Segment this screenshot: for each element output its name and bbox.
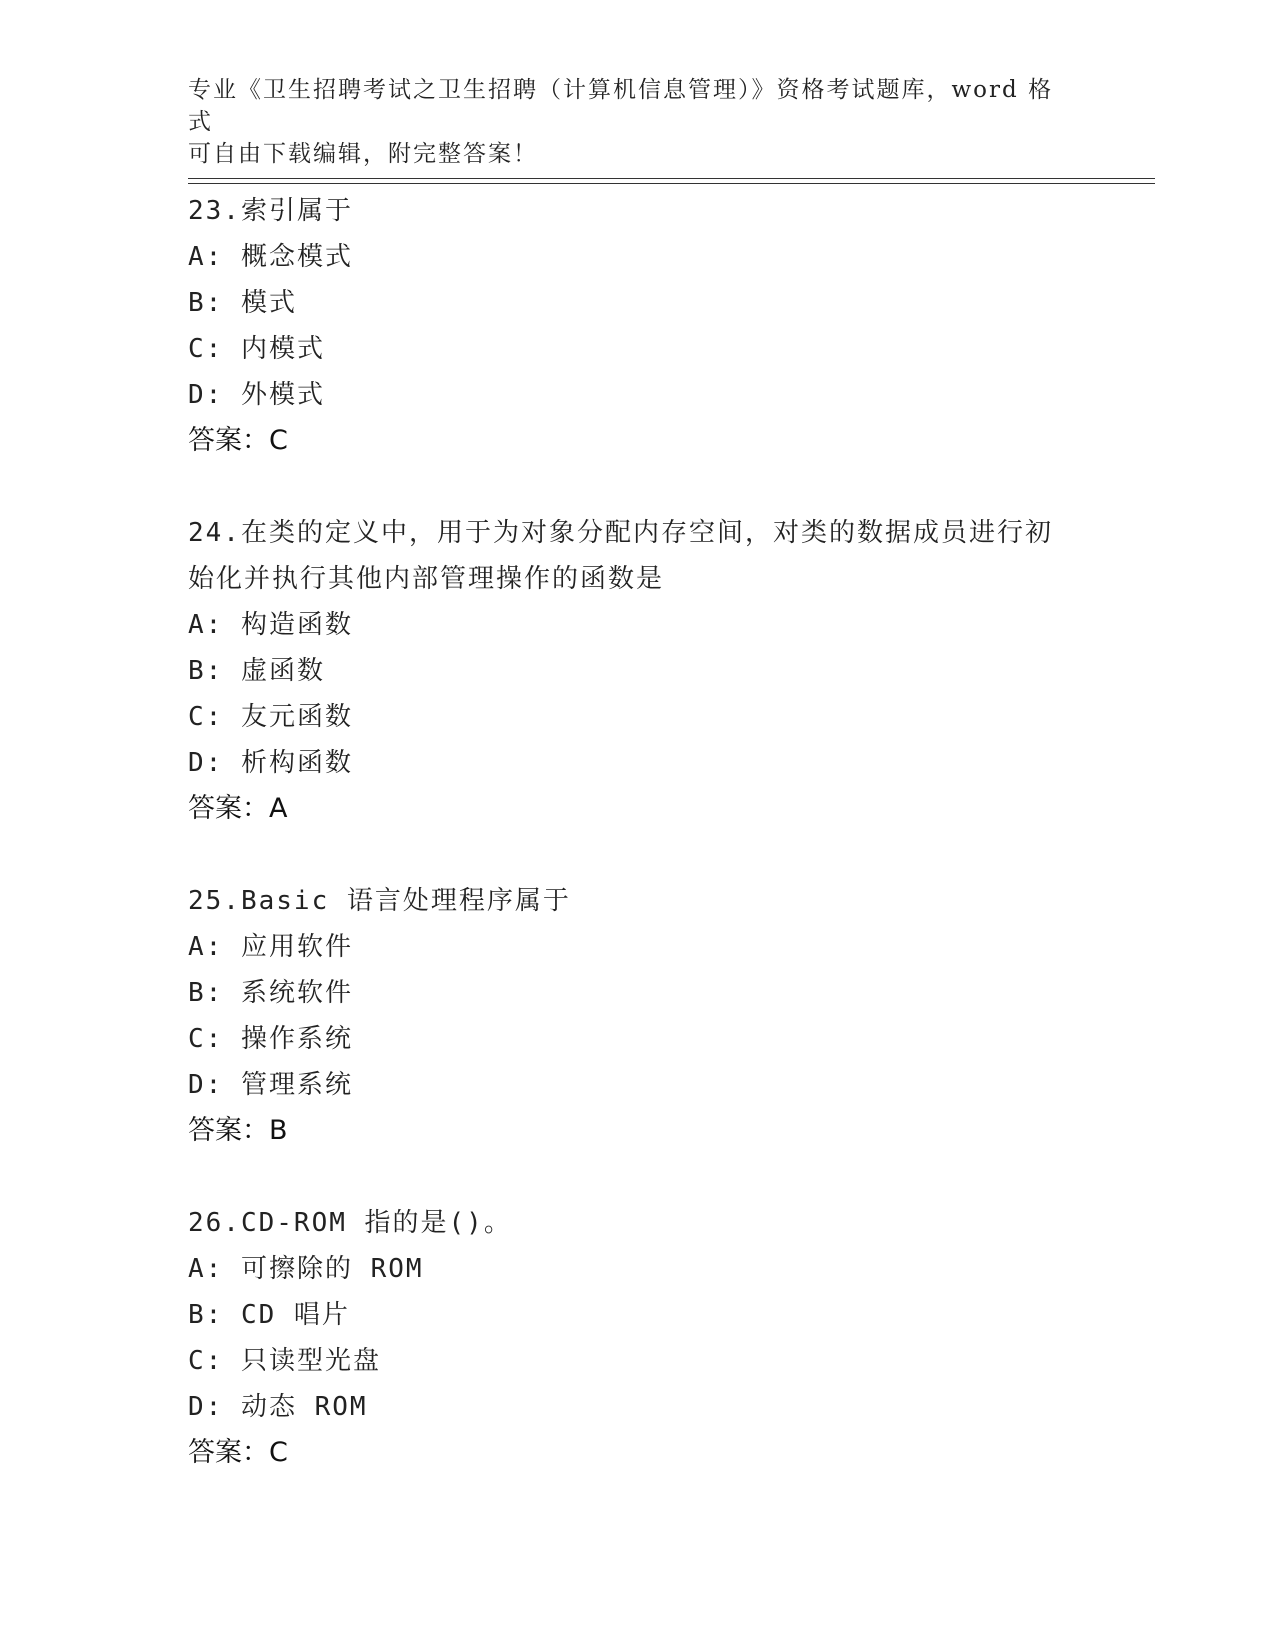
answer-line: 答案：B: [188, 1115, 288, 1146]
option-c: C: 内模式: [188, 334, 325, 364]
option-d: D: 管理系统: [188, 1070, 353, 1100]
answer-line: 答案：A: [188, 793, 288, 824]
option-d: D: 外模式: [188, 380, 325, 410]
option-b: B: CD 唱片: [188, 1300, 350, 1330]
question-title: 23.索引属于: [188, 196, 353, 226]
question-24: [188, 510, 1088, 878]
question-spacer: [188, 1154, 1088, 1200]
option-b: B: 虚函数: [188, 656, 325, 686]
question-spacer: [188, 832, 1088, 878]
option-a: A: 应用软件: [188, 932, 353, 962]
option-c: C: 只读型光盘: [188, 1346, 381, 1376]
answer-line: 答案：C: [188, 425, 288, 456]
document-header: [188, 74, 1068, 170]
question-title: 26.CD-ROM 指的是()。: [188, 1208, 512, 1238]
header-divider: [188, 178, 1155, 184]
option-b: B: 模式: [188, 288, 297, 318]
option-d: D: 析构函数: [188, 748, 353, 778]
question-23: [188, 188, 1088, 510]
option-a: A: 构造函数: [188, 610, 353, 640]
option-d: D: 动态 ROM: [188, 1392, 368, 1422]
option-a: A: 可擦除的 ROM: [188, 1254, 424, 1284]
option-b: B: 系统软件: [188, 978, 353, 1008]
question-25: [188, 878, 1088, 1200]
question-26: [188, 1200, 1088, 1476]
option-c: C: 操作系统: [188, 1024, 353, 1054]
option-c: C: 友元函数: [188, 702, 353, 732]
question-list: [188, 188, 1088, 1476]
answer-line: 答案：C: [188, 1437, 288, 1468]
header-line-1: 专业《卫生招聘考试之卫生招聘（计算机信息管理）》资格考试题库，word 格式: [188, 77, 1054, 135]
question-title: 24.在类的定义中，用于为对象分配内存空间，对类的数据成员进行初始化并执行其他内部管理操作的函数是: [188, 518, 1053, 594]
header-line-2: 可自由下载编辑，附完整答案！: [188, 141, 538, 167]
question-spacer: [188, 464, 1088, 510]
option-a: A: 概念模式: [188, 242, 353, 272]
question-title: 25.Basic 语言处理程序属于: [188, 886, 571, 916]
